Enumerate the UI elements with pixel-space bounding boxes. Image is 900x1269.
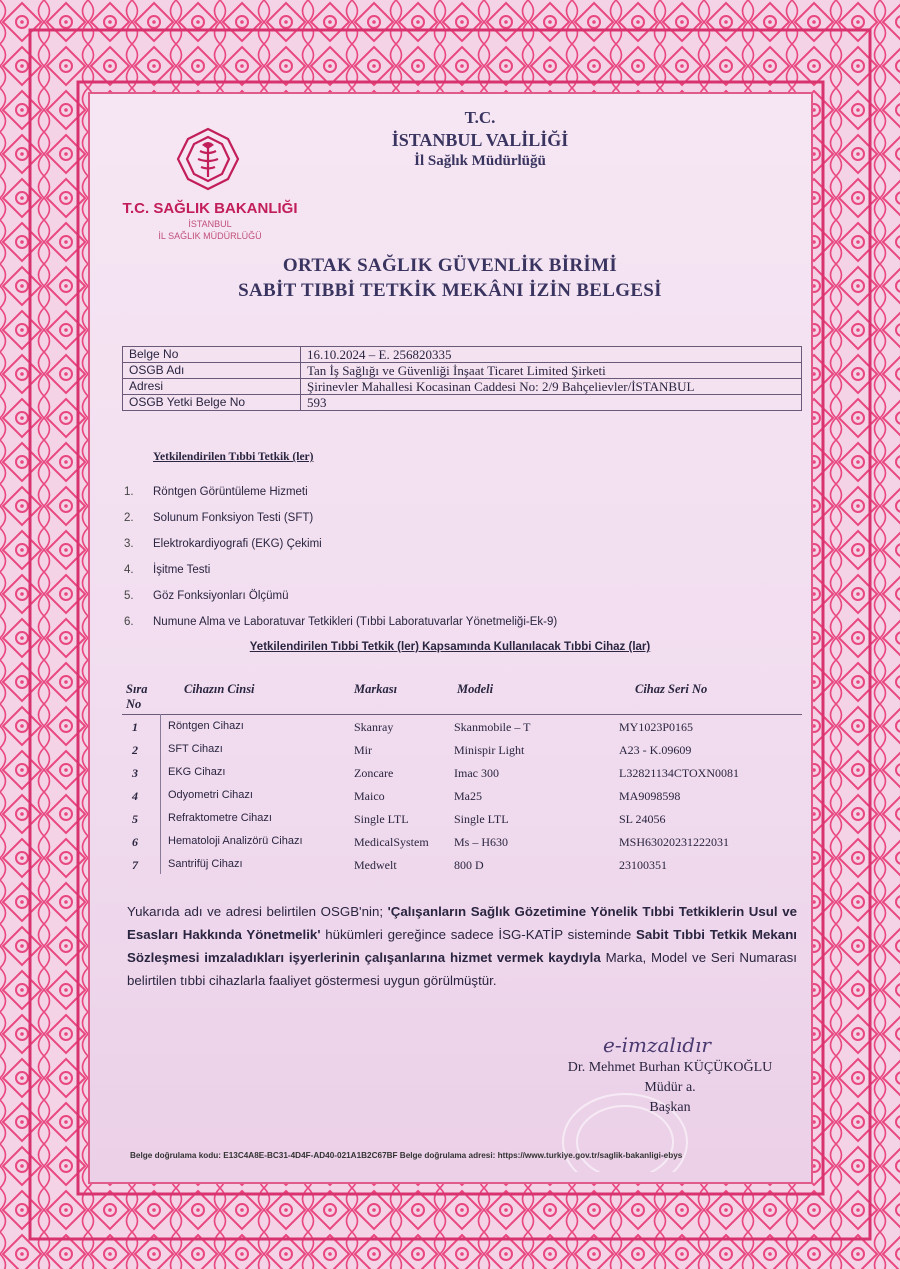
info-value: Tan İş Sağlığı ve Güvenliği İnşaat Ticaret Limited Şirketi [301,363,802,379]
cell-name: Odyometri Cihazı [168,789,253,801]
info-key: Adresi [123,379,301,395]
info-table [122,346,802,411]
list-item-number: 3. [124,538,134,550]
cell-serial: L32821134CTOXN0081 [619,766,739,780]
cell-model: Skanmobile – T [454,720,531,734]
cell-serial: SL 24056 [619,812,666,826]
cell-no: 3 [132,766,138,780]
cell-model: 800 D [454,858,484,872]
signatory-name: Dr. Mehmet Burhan KÜÇÜKOĞLU [567,1060,773,1075]
cell-brand: Skanray [354,720,394,734]
document-title-line1: ORTAK SAĞLIK GÜVENLİK BİRİMİ [282,255,618,276]
health-ministry-emblem-icon [168,125,248,195]
list-item-label: Numune Alma ve Laboratuvar Tetkikleri (Tıbbi Laboratuvarlar Yönetmeliği-Ek-9) [153,616,558,628]
e-signature-mark: e-imzalıdır [603,1033,711,1057]
list-item [124,486,308,502]
info-key: Belge No [123,347,301,363]
signatory-role: Başkan [649,1100,691,1115]
cell-serial: A23 - K.09609 [619,743,692,757]
list-item-label: Göz Fonksiyonları Ölçümü [153,590,289,602]
cell-no: 4 [132,789,138,803]
cell-model: Single LTL [454,812,509,826]
list-item-label: Solunum Fonksiyon Testi (SFT) [153,512,314,524]
cell-no: 6 [132,835,138,849]
cell-no: 7 [132,858,138,872]
info-key: OSGB Adı [123,363,301,379]
cell-brand: Mir [354,743,372,757]
cell-brand: Single LTL [354,812,409,826]
list-item [124,564,210,580]
list-item [124,538,322,554]
cell-name: Hematoloji Analizörü Cihazı [168,835,303,847]
logo-subtitle-city: İSTANBUL [188,219,232,229]
paragraph-text: hükümleri gereğince sadece İSG-KATİP sisteminde [320,927,636,942]
procedures-heading: Yetkilendirilen Tıbbi Tetkik (ler) [153,451,314,463]
cell-serial: MSH63020231222031 [619,835,730,849]
condition-text: Sabit Tıbbi Tetkik Mekanı Sözleşmesi imzaladıkları işyerlerinin çalışanlarına hizmet vermek kaydıyla [127,927,798,965]
verification-footer: Belge doğrulama kodu: E13C4A8E-BC31-4D4F-AD40-021A1B2C67BF Belge doğrulama adresi: https://www.turkiye.gov.tr/saglik-bakanligi-ebys [130,1151,683,1160]
logo-title: T.C. SAĞLIK BAKANLIĞI [122,200,298,217]
column-header-brand: Markası [354,682,398,696]
list-item-number: 2. [124,512,134,524]
list-item [124,590,289,606]
info-value: 16.10.2024 – E. 256820335 [301,347,802,363]
list-item-number: 1. [124,486,134,498]
paragraph-text: Yukarıda adı ve adresi belirtilen OSGB'nin; [127,904,388,919]
column-header-no-line2: No [126,697,142,711]
list-item-label: Röntgen Görüntüleme Hizmeti [153,486,308,498]
signatory-title: Müdür a. [644,1080,696,1095]
cell-serial: 23100351 [619,858,667,872]
cell-model: Ms – H630 [454,835,509,849]
cell-brand: Medwelt [354,858,397,872]
cell-no: 1 [132,720,138,734]
paragraph-text: Marka, Model ve Seri Numarası belirtilen tıbbi cihazlarla faaliyet göstermesi uygun görülmüştür. [127,950,797,988]
list-item-number: 5. [124,590,134,602]
list-item-label: Elektrokardiyografi (EKG) Çekimi [153,538,322,550]
list-item-number: 4. [124,564,134,576]
list-item-number: 6. [124,616,134,628]
info-row [123,347,802,363]
regulation-name: 'Çalışanların Sağlık Gözetimine Yönelik Tıbbi Tetkiklerin Usul ve Esasları Hakkında Yönetmelik' [127,904,797,942]
info-row [123,363,802,379]
cell-no: 2 [132,743,138,757]
table-row [122,856,802,873]
column-header-model: Modeli [457,682,494,696]
header-valilik: İSTANBUL VALİLİĞİ [391,130,569,150]
column-header-no: Sıra [126,682,148,696]
cell-name: EKG Cihazı [168,766,226,778]
cell-model: Imac 300 [454,766,499,780]
cell-model: Minispir Light [454,743,525,757]
cell-brand: MedicalSystem [354,835,429,849]
cell-name: Santrifüj Cihazı [168,858,243,870]
info-value: Şirinevler Mahallesi Kocasinan Caddesi No: 2/9 Bahçelievler/İSTANBUL [301,379,802,395]
table-row [122,741,802,758]
table-row [122,833,802,850]
devices-heading: Yetkilendirilen Tıbbi Tetkik (ler) Kapsamında Kullanılacak Tıbbi Cihaz (lar) [249,641,651,653]
document-title-line2: SABİT TIBBİ TETKİK MEKÂNI İZİN BELGESİ [238,280,662,301]
devices-table-header [122,680,802,715]
cell-brand: Zoncare [354,766,394,780]
cell-serial: MA9098598 [619,789,681,803]
cell-serial: MY1023P0165 [619,720,694,734]
column-header-serial: Cihaz Seri No [635,682,708,696]
cell-brand: Maico [354,789,385,803]
cell-name: SFT Cihazı [168,743,223,755]
table-row [122,718,802,735]
cell-model: Ma25 [454,789,482,803]
cell-name: Refraktometre Cihazı [168,812,272,824]
column-header-name: Cihazın Cinsi [184,682,255,696]
table-row [122,810,802,827]
header-il-saglik: İl Sağlık Müdürlüğü [414,153,546,169]
info-value: 593 [301,395,802,411]
list-item [124,512,313,528]
approval-paragraph [127,900,797,992]
list-item [124,616,557,632]
info-row [123,395,802,411]
logo-subtitle-directorate: İL SAĞLIK MÜDÜRLÜĞÜ [158,231,262,241]
cell-no: 5 [132,812,138,826]
table-row [122,764,802,781]
info-key: OSGB Yetki Belge No [123,395,301,411]
list-item-label: İşitme Testi [153,564,211,576]
cell-name: Röntgen Cihazı [168,720,244,732]
header-tc: T.C. [464,108,496,127]
table-row [122,787,802,804]
info-row [123,379,802,395]
